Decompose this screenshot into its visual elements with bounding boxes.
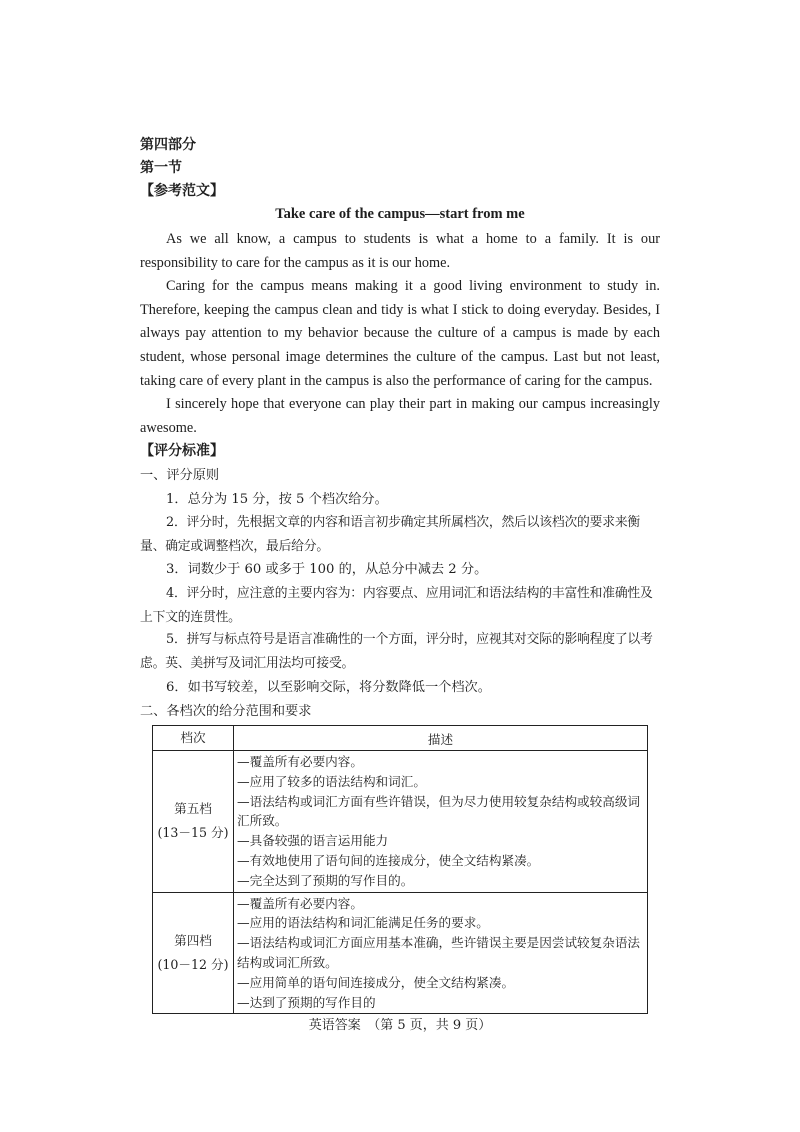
level-cell bbox=[153, 892, 234, 1014]
criteria-heading: 【评分标准】 bbox=[140, 443, 224, 459]
header-level: 档次 bbox=[153, 726, 234, 751]
section-heading: 第四部分 bbox=[140, 137, 196, 153]
page-footer: 英语答案 （第 5 页，共 9 页） bbox=[308, 1018, 492, 1033]
level-range: (13－15 分) bbox=[157, 825, 229, 841]
description-cell bbox=[234, 892, 648, 1014]
principles-heading: 一、评分原则 bbox=[140, 468, 220, 483]
desc-item: —完全达到了预期的写作目的。 bbox=[237, 872, 414, 888]
desc-item: —覆盖所有必要内容。 bbox=[237, 895, 363, 911]
essay-paragraph-1: As we all know, a campus to students is what a home to a family. It is our responsibility to care for the campus as it is our home. bbox=[140, 231, 660, 271]
table-row bbox=[153, 892, 648, 1014]
table-header-row bbox=[153, 726, 648, 751]
levels-heading: 二、各档次的给分范围和要求 bbox=[140, 704, 312, 719]
scoring-levels-table bbox=[152, 725, 648, 1014]
desc-item: —应用简单的语句间连接成分，使全文结构紧凑。 bbox=[237, 974, 515, 990]
essay-title: Take care of the campus—start from me bbox=[275, 206, 525, 222]
desc-item: —应用了较多的语法结构和词汇。 bbox=[237, 773, 426, 789]
level-range: (10－12 分) bbox=[157, 956, 229, 972]
level-name: 第五档 bbox=[174, 801, 212, 817]
desc-item: —达到了预期的写作目的 bbox=[237, 994, 376, 1010]
desc-item: —语法结构或词汇方面应用基本准确，些许错误主要是因尝试较复杂语法结构或词汇所致。 bbox=[237, 935, 640, 970]
description-cell bbox=[234, 751, 648, 893]
desc-item: —有效地使用了语句间的连接成分，使全文结构紧凑。 bbox=[237, 852, 540, 868]
header-description: 描述 bbox=[234, 726, 648, 751]
table-row bbox=[153, 751, 648, 893]
principle-item-1: 1．总分为 15 分，按 5 个档次给分。 bbox=[166, 492, 388, 507]
subsection-heading: 第一节 bbox=[140, 160, 182, 176]
essay-paragraph-3: I sincerely hope that everyone can play their part in making our campus increasingly awesome. bbox=[140, 396, 660, 436]
principle-item-4: 4．评分时，应注意的主要内容为：内容要点、应用词汇和语法结构的丰富性和准确性及上下文的连贯性。 bbox=[140, 586, 653, 625]
principle-item-5: 5．拼写与标点符号是语言准确性的一个方面，评分时，应视其对交际的影响程度了以考虑。英、美拼写及词汇用法均可接受。 bbox=[140, 632, 653, 671]
level-name: 第四档 bbox=[174, 932, 212, 948]
desc-item: —语法结构或词汇方面有些许错误，但为尽力使用较复杂结构或较高级词汇所致。 bbox=[237, 793, 640, 829]
sample-essay-heading: 【参考范文】 bbox=[140, 183, 224, 199]
desc-item: —覆盖所有必要内容。 bbox=[237, 754, 363, 769]
principle-item-3: 3．词数少于 60 或多于 100 的，从总分中减去 2 分。 bbox=[166, 562, 488, 577]
essay-paragraph-2: Caring for the campus means making it a good living environment to study in. Therefore, keeping the campus clean and tidy is what I stick to doing everyday. Besides, I always pay attention to my behavior because the culture of a campus is made by each student, whose personal image determines the culture of the campus. Last but not least, taking care of every plant in the campus is also the performance of caring for the campus. bbox=[140, 278, 660, 389]
level-cell bbox=[153, 751, 234, 893]
desc-item: —应用的语法结构和词汇能满足任务的要求。 bbox=[237, 915, 489, 931]
desc-item: —具备较强的语言运用能力 bbox=[237, 833, 389, 849]
principle-item-2: 2．评分时，先根据文章的内容和语言初步确定其所属档次，然后以该档次的要求来衡量、确定或调整档次，最后给分。 bbox=[140, 515, 641, 554]
principle-item-6: 6．如书写较差，以至影响交际，将分数降低一个档次。 bbox=[166, 680, 491, 695]
